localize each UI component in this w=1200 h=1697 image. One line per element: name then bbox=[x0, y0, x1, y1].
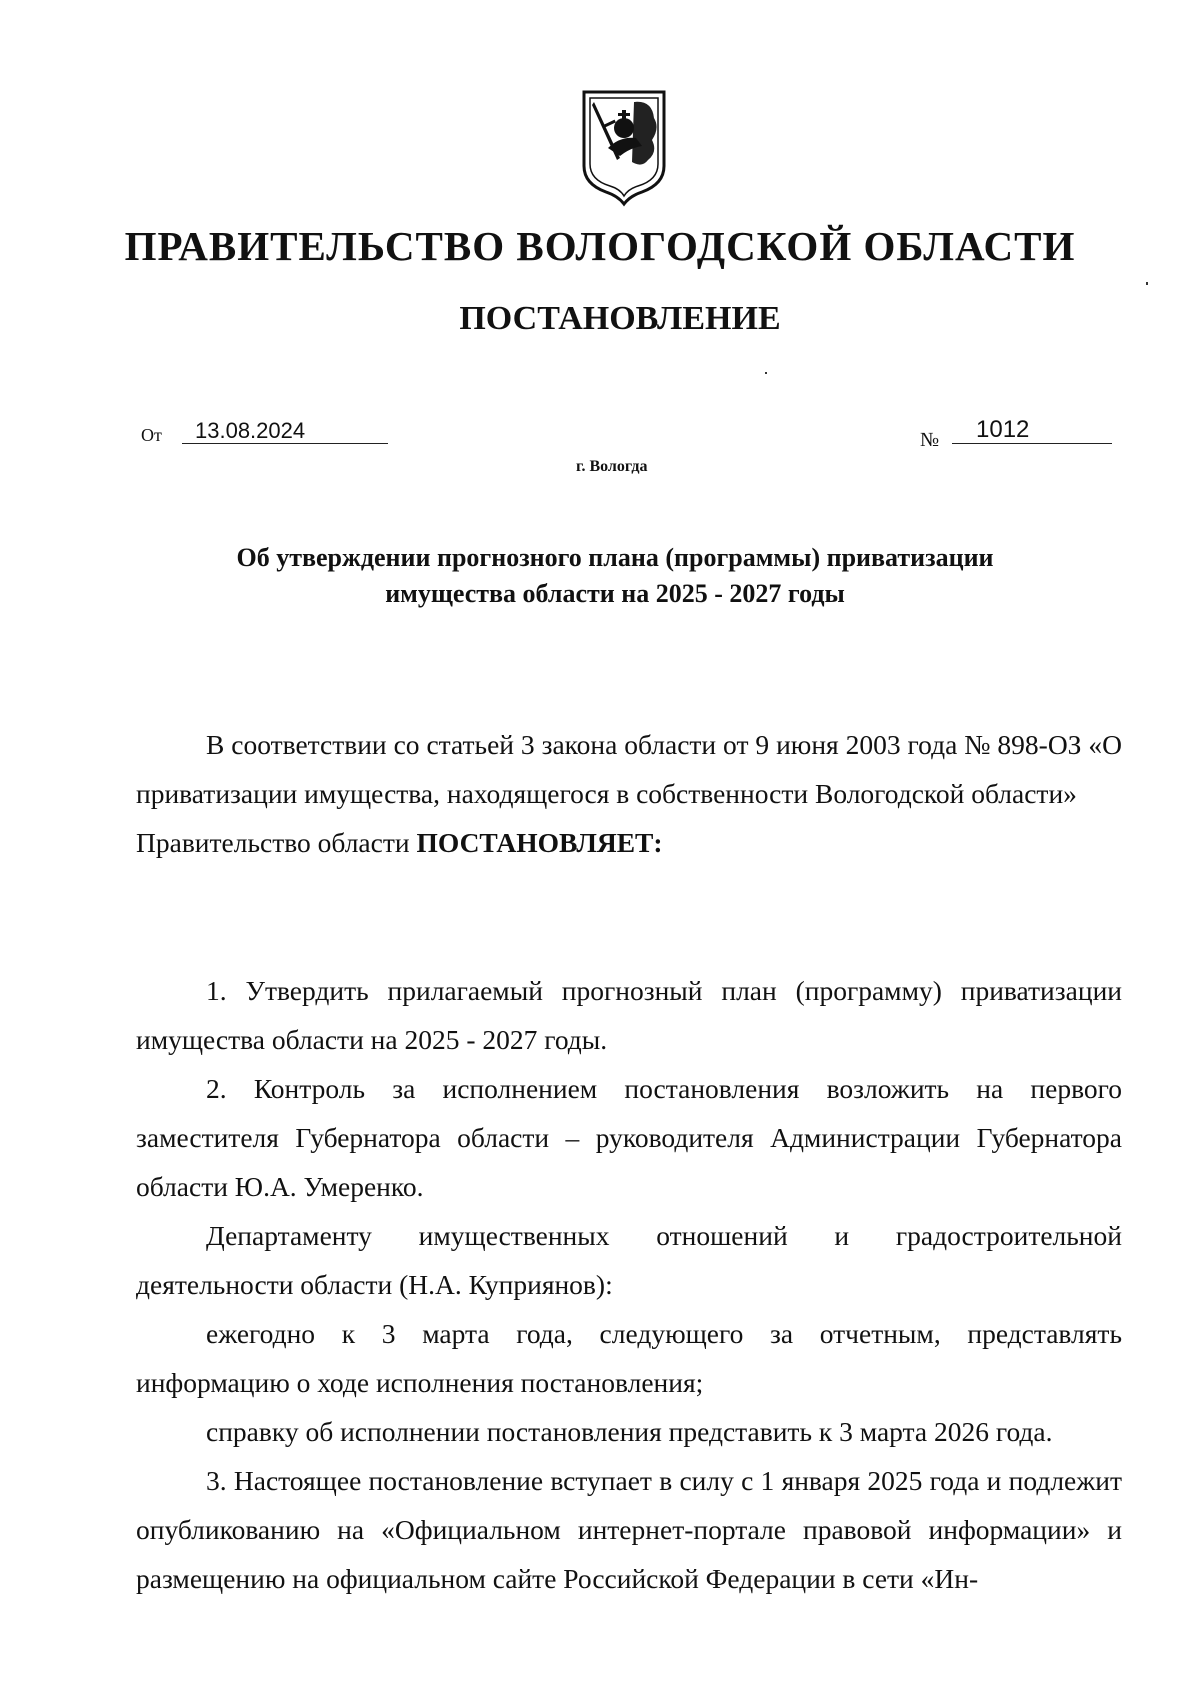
point-2-department: Департаменту имущественных отношений и градостроительной деятельности области (Н.А. Куприянов): bbox=[136, 1220, 1122, 1300]
point-1: 1. Утвердить прилагаемый прогнозный план (программу) приватизации имущества области на 2025 - 2027 годы. bbox=[136, 975, 1122, 1055]
date-label: От bbox=[141, 425, 162, 445]
point-2: 2. Контроль за исполнением постановления возложить на первого заместителя Губернатора области – руководителя Администрации Губернатора области Ю.А. Умеренко. bbox=[136, 1073, 1122, 1202]
document-date: 13.08.2024 bbox=[182, 420, 388, 444]
number-label: № bbox=[920, 429, 940, 451]
preamble-block bbox=[136, 720, 1122, 867]
document-number: 1012 bbox=[952, 418, 1112, 444]
document-subject bbox=[160, 540, 1070, 612]
scan-speck bbox=[1146, 282, 1148, 285]
subject-line-2: имущества области на 2025 - 2027 годы bbox=[385, 579, 845, 608]
point-2-annual-info: ежегодно к 3 марта года, следующего за отчетным, представлять информацию о ходе исполнения постановления; bbox=[136, 1318, 1122, 1398]
document-type-title: ПОСТАНОВЛЕНИЕ bbox=[459, 300, 781, 337]
organization-title: ПРАВИТЕЛЬСТВО ВОЛОГОДСКОЙ ОБЛАСТИ bbox=[124, 223, 1076, 269]
point-2-report: справку об исполнении постановления представить к 3 марта 2026 года. bbox=[206, 1416, 1053, 1447]
points-block bbox=[136, 966, 1122, 1603]
coat-of-arms-emblem bbox=[580, 88, 668, 208]
scan-speck bbox=[765, 372, 767, 374]
point-3: 3. Настоящее постановление вступает в силу с 1 января 2025 года и подлежит опубликованию на «Официальном интернет-портале правовой информации» и размещению на официальном сайте Российской Федерации в сети «Ин- bbox=[136, 1465, 1122, 1594]
city-name: г. Вологда bbox=[576, 458, 648, 475]
preamble-paragraph: В соответствии со статьей 3 закона области от 9 июня 2003 года № 898-ОЗ «О приватизации имущества, находящегося в собственности Вологодской области» bbox=[136, 729, 1122, 809]
resolve-word: ПОСТАНОВЛЯЕТ: bbox=[416, 827, 663, 858]
resolve-paragraph bbox=[136, 818, 1122, 867]
resolve-prefix: Правительство области bbox=[136, 827, 417, 858]
subject-line-1: Об утверждении прогнозного плана (программы) приватизации bbox=[236, 543, 994, 572]
